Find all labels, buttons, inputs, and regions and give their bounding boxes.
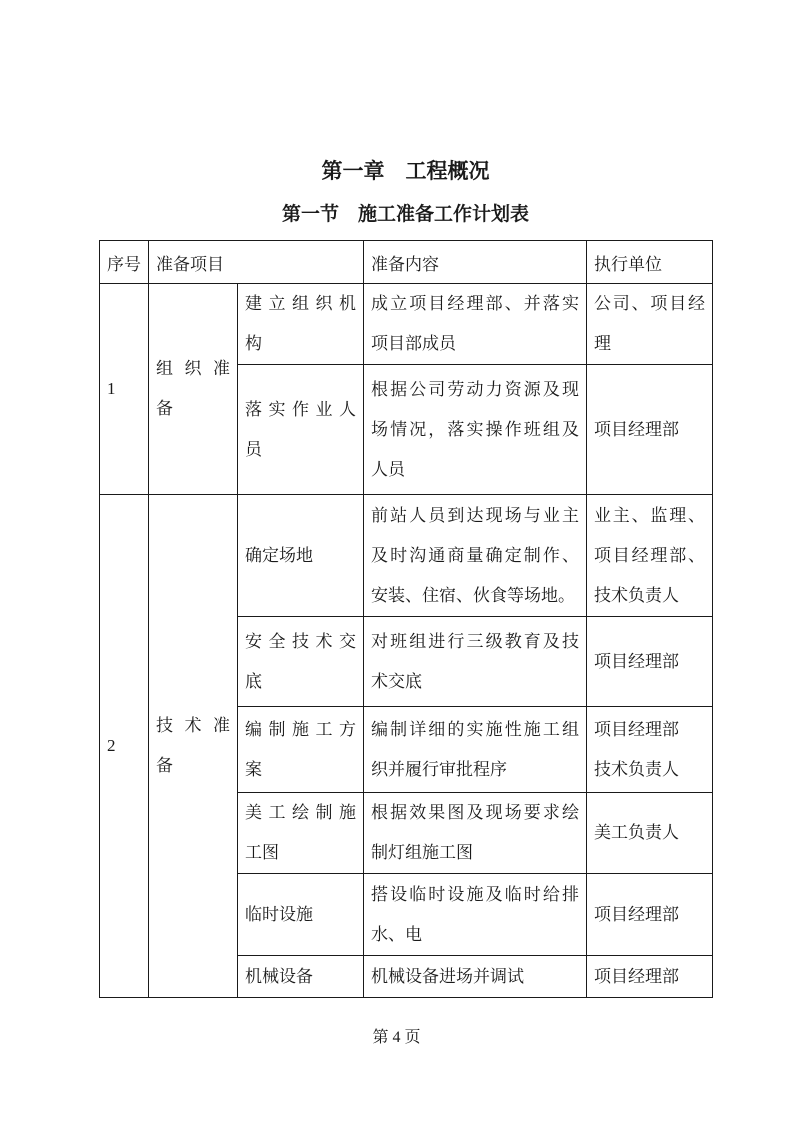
chapter-title: 第一章 工程概况 [321, 159, 490, 183]
unit-cell [587, 495, 713, 617]
cell-line: 项目部成员 [371, 334, 456, 353]
unit-cell [587, 707, 713, 793]
cell-line: 根据公司劳动力资源及现 [371, 379, 579, 399]
content-cell [364, 707, 587, 793]
section-title: 第一节 施工准备工作计划表 [281, 204, 529, 225]
cell-line: 2 [107, 736, 116, 755]
cell-line: 底 [245, 671, 262, 691]
cell-line: 根据效果图及现场要求绘 [371, 803, 579, 822]
cell-line: 备 [156, 756, 173, 775]
cell-line: 前站人员到达现场与业主 [371, 505, 579, 525]
item-cell [238, 617, 364, 707]
cell-line: 业主、监理、 [594, 505, 705, 525]
cell-line: 机械设备 [245, 966, 313, 986]
cell-line: 编制施工方 [245, 719, 356, 739]
cell-line: 员 [245, 439, 262, 459]
content-cell [364, 284, 587, 365]
unit-cell [587, 617, 713, 707]
cell-line: 美工负责人 [594, 823, 679, 842]
content-cell [364, 793, 587, 874]
header-item: 准备项目 [149, 241, 364, 284]
cell-line: 技术负责人 [594, 585, 679, 605]
cell-line: 建立组织机 [245, 294, 356, 313]
cell-line: 项目经理部、 [594, 545, 705, 565]
cell-line: 安装、住宿、伙食等场地。 [371, 585, 575, 605]
cell-line: 水、电 [371, 924, 422, 944]
header-unit: 执行单位 [587, 241, 713, 284]
unit-cell [587, 365, 713, 495]
item-cell [238, 495, 364, 617]
cell-line: 项目经理部 [594, 966, 679, 986]
item-cell [238, 707, 364, 793]
category-cell [149, 495, 238, 998]
serial-cell [100, 284, 149, 495]
content-cell [364, 495, 587, 617]
cell-line: 场情况，落实操作班组及 [371, 419, 579, 439]
unit-cell [587, 874, 713, 956]
cell-line: 公司、项目经 [594, 294, 705, 313]
cell-line: 技术准 [156, 716, 230, 735]
cell-line: 及时沟通商量确定制作、 [371, 545, 579, 565]
item-cell [238, 874, 364, 956]
cell-line: 制灯组施工图 [371, 843, 473, 862]
cell-line: 组织准 [156, 359, 230, 378]
cell-line: 确定场地 [245, 545, 313, 565]
cell-line: 项目经理部 [594, 904, 679, 924]
cell-line: 临时设施 [245, 904, 313, 924]
cell-line: 美工绘制施 [245, 803, 356, 822]
table-header-row [100, 241, 713, 284]
table-row [100, 495, 713, 617]
cell-line: 编制详细的实施性施工组 [371, 719, 579, 739]
header-content: 准备内容 [364, 241, 587, 284]
cell-line: 落实作业人 [245, 399, 356, 419]
unit-cell [587, 956, 713, 998]
unit-cell [587, 793, 713, 874]
cell-line: 技术负责人 [594, 759, 679, 779]
cell-line: 理 [594, 334, 611, 353]
content-cell [364, 956, 587, 998]
cell-line: 项目经理部 [594, 719, 679, 739]
cell-line: 备 [156, 399, 173, 418]
cell-line: 项目经理部 [594, 651, 679, 671]
category-cell [149, 284, 238, 495]
unit-cell [587, 284, 713, 365]
cell-line: 搭设临时设施及临时给排 [371, 884, 579, 904]
item-cell [238, 284, 364, 365]
content-cell [364, 365, 587, 495]
page-number: 第 4 页 [372, 1029, 421, 1046]
cell-line: 案 [245, 759, 262, 779]
cell-line: 成立项目经理部、并落实 [371, 294, 579, 313]
cell-line: 人员 [371, 459, 405, 479]
item-cell [238, 365, 364, 495]
table-row [100, 284, 713, 365]
content-cell [364, 874, 587, 956]
header-serial: 序号 [100, 241, 149, 284]
cell-line: 安全技术交 [245, 631, 356, 651]
preparation-plan-table [99, 240, 713, 998]
item-cell [238, 793, 364, 874]
serial-cell [100, 495, 149, 998]
item-cell [238, 956, 364, 998]
cell-line: 项目经理部 [594, 419, 679, 439]
cell-line: 术交底 [371, 671, 422, 691]
content-cell [364, 617, 587, 707]
cell-line: 对班组进行三级教育及技 [371, 631, 579, 651]
cell-line: 1 [107, 379, 116, 398]
cell-line: 构 [245, 334, 262, 353]
cell-line: 织并履行审批程序 [371, 759, 507, 779]
cell-line: 工图 [245, 843, 279, 862]
cell-line: 机械设备进场并调试 [371, 966, 524, 986]
